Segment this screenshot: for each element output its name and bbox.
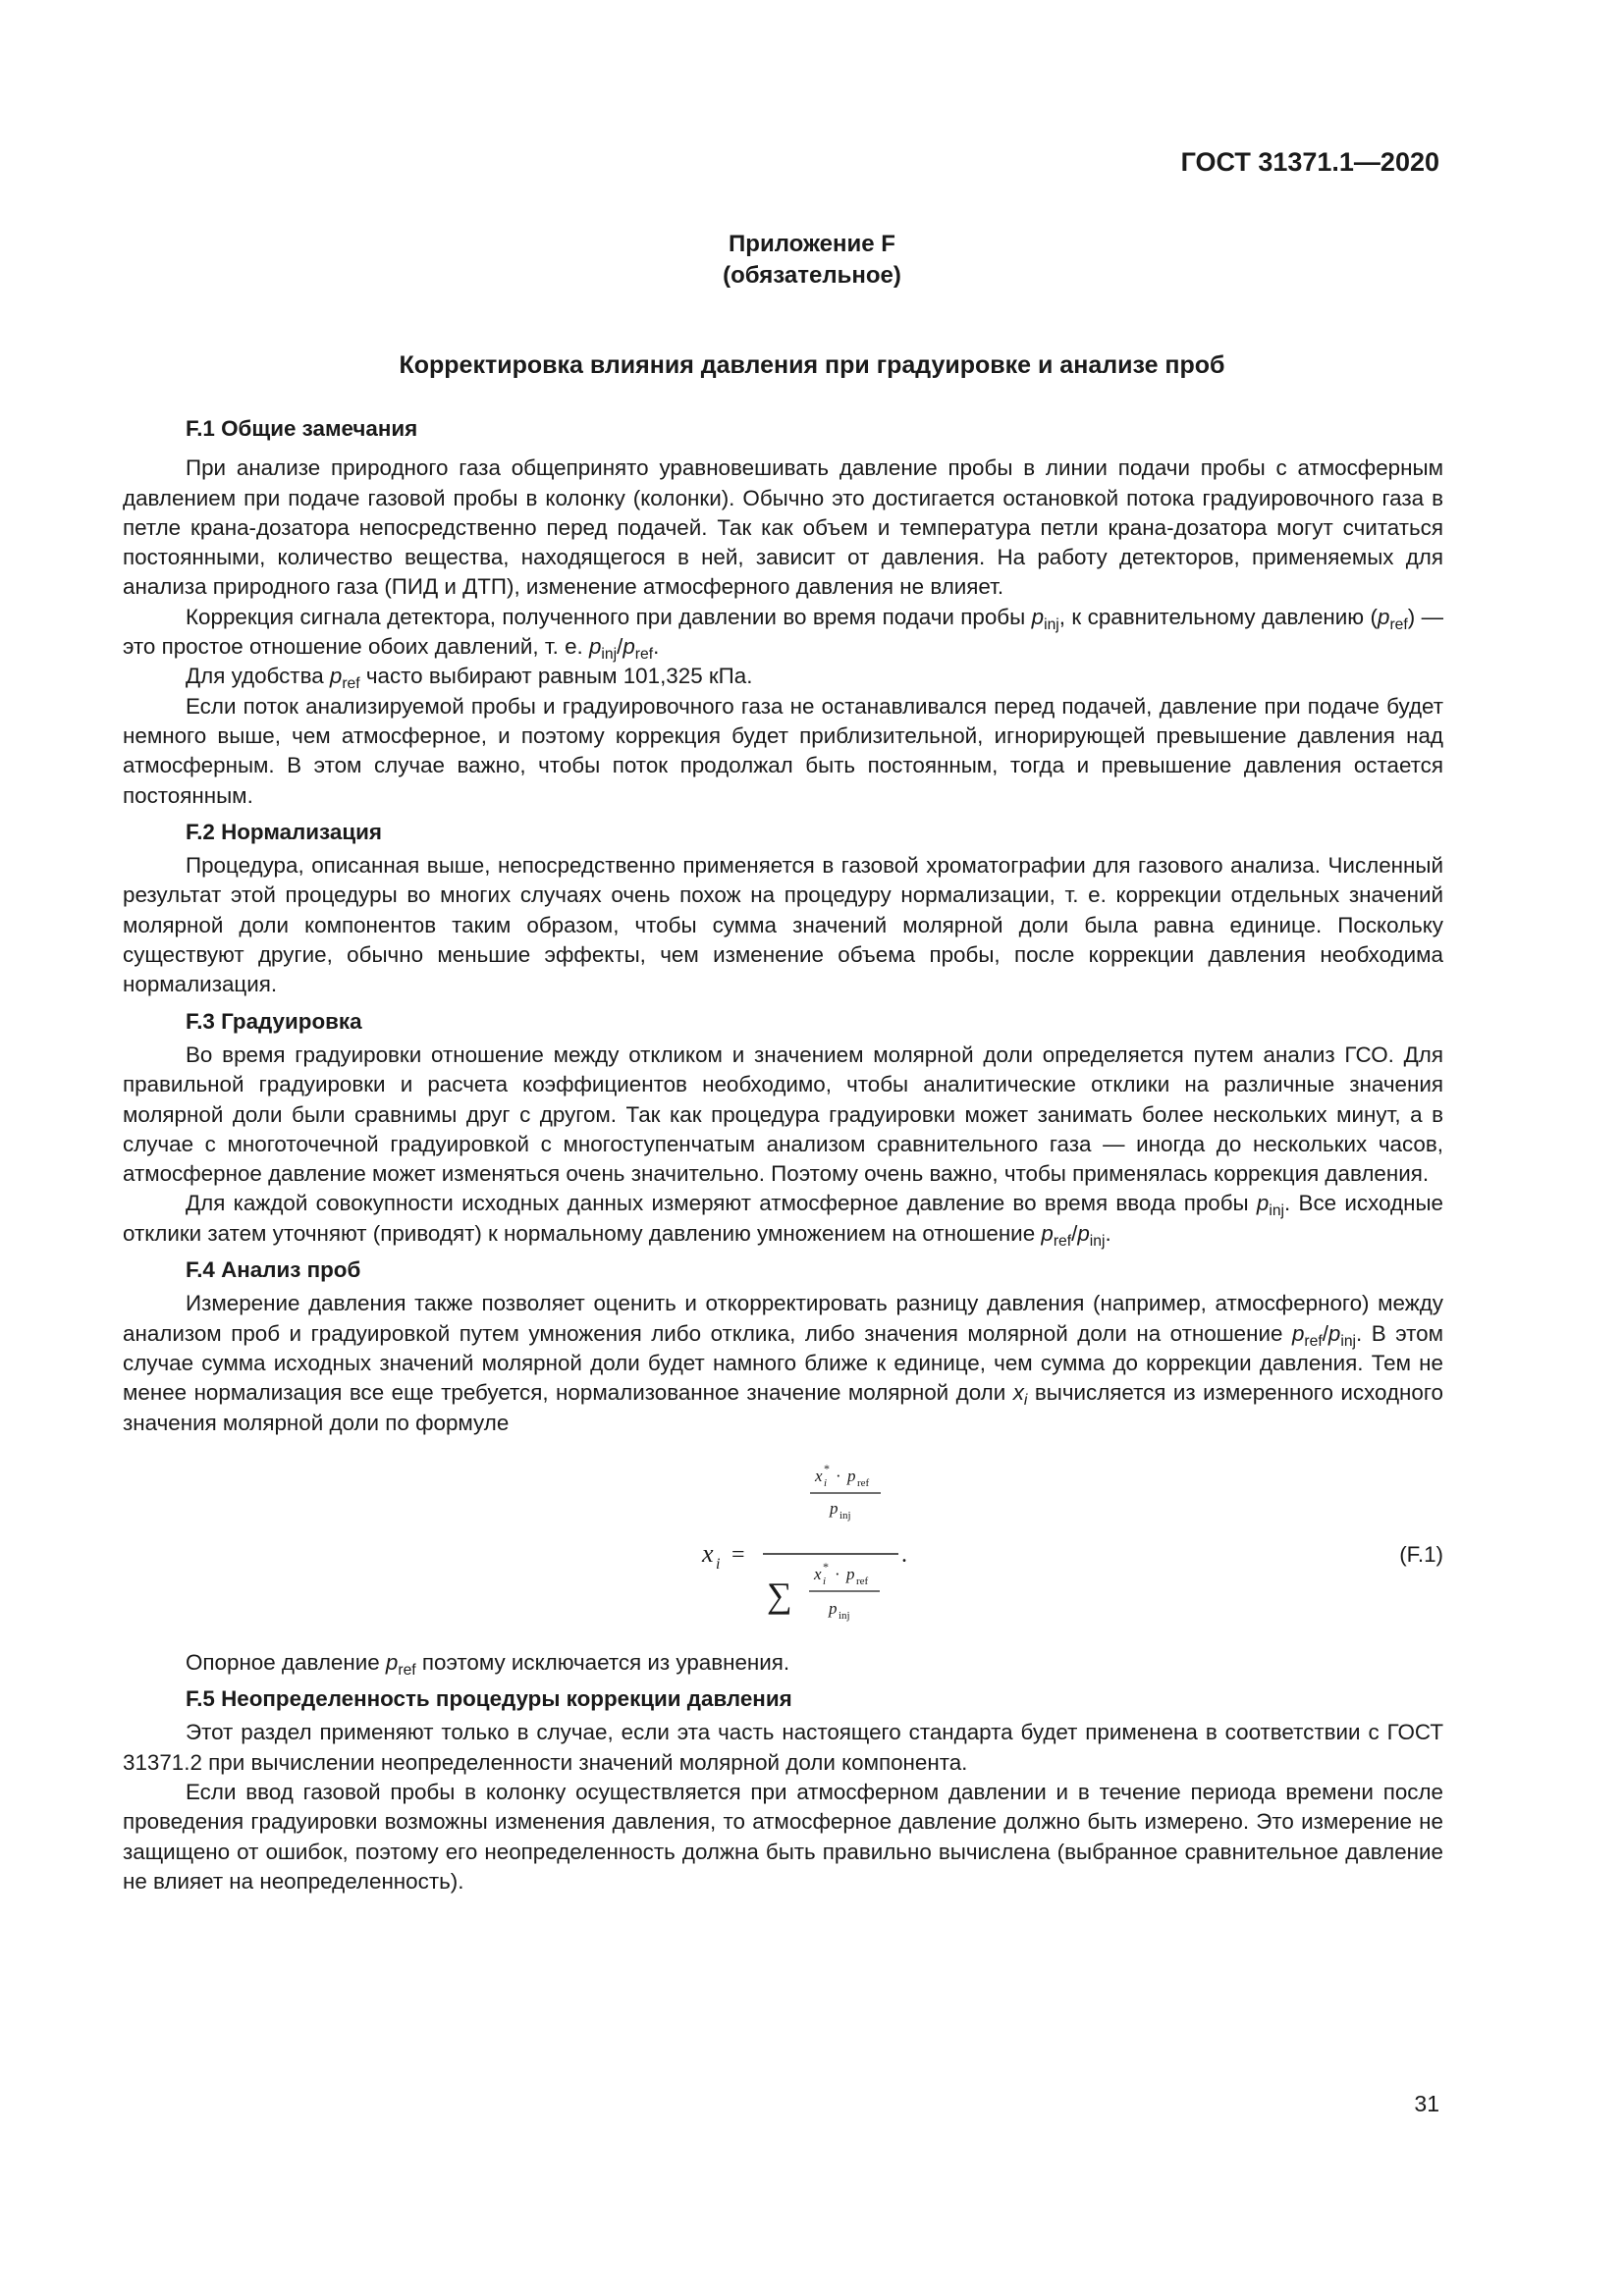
svg-text:i: i [824, 1476, 828, 1489]
section-f3-heading: F.3 Градуировка [186, 1008, 362, 1034]
svg-text:x: x [814, 1564, 822, 1583]
svg-text:i: i [823, 1575, 827, 1587]
svg-text:p: p [830, 1498, 839, 1518]
section-f1-heading: F.1 Общие замечания [186, 416, 418, 441]
section-f3-paragraph-2: Для каждой совокупности исходных данных измеряют атмосферное давление во время ввода пробы $p_{inj}$. Все исходные отклики затем уточняют (приводят) к нормальному давлению умножением на отношение $p_{ref}/p_{inj}$. [123, 1191, 1443, 1250]
svg-text:inj: inj [839, 1609, 850, 1622]
svg-text:x: x [815, 1466, 823, 1485]
document-body [123, 414, 1443, 1896]
svg-text:∑: ∑ [767, 1575, 792, 1615]
annex-status: (обязательное) [723, 262, 901, 289]
standard-code: ГОСТ 31371.1—2020 [1180, 147, 1439, 177]
section-f2-heading: F.2 Нормализация [186, 819, 382, 844]
section-f1-paragraph-4: Если поток анализируемой пробы и градуировочного газа не останавливался перед подачей, давление при подаче будет немного выше, чем атмосферное, и поэтому коррекция будет приблизительной, игнорирующей превышение давления над атмосферным. В этом случае важно, чтобы поток продолжал быть постоянным, тогда и превышение давления остается постоянным. [123, 693, 1443, 808]
section-f1-paragraph-1: При анализе природного газа общепринято уравновешивать давление пробы в линии подачи пробы с атмосферным давлением при подаче газовой пробы в колонку (колонки). Обычно это достигается остановкой потока градуировочного газа в петле крана-дозатора непосредственно перед подачей. Так как объем и температура петли крана-дозатора могут считаться постоянными, количество вещества, находящегося в ней, зависит от давления. На работу детекторов, применяемых для анализа природного газа (ПИД и ДТП), изменение атмосферного давления не влияет. [123, 455, 1443, 600]
svg-text:*: * [824, 1461, 830, 1475]
formula-f1 [123, 1460, 1443, 1634]
section-f2-paragraph-1: Процедура, описанная выше, непосредственно применяется в газовой хроматографии для газового анализа. Численный результат этой процедуры во многих случаях очень похож на процедуру нормализации, т. е. коррекции отдельных значений молярной доли компонентов таким образом, чтобы сумма значений молярной доли была равна единице. Поскольку существуют другие, обычно меньшие эффекты, чем изменение объема пробы, после коррекции давления необходима нормализация. [123, 853, 1443, 997]
section-f4-paragraph-1: Измерение давления также позволяет оценить и откорректировать разницу давления (например, атмосферного) между анализом проб и градуировкой путем умножения либо отклика, либо значения молярной доли на отношение $p_{ref}/p_{inj}$. В этом случае сумма исходных значений молярной доли будет намного ближе к единице, чем сумма до коррекции давления. Тем не менее нормализация все еще требуется, нормализованное значение молярной доли $x_i$ вычисляется из измеренного исходного значения молярной доли по формуле [123, 1291, 1444, 1435]
annex-header [0, 229, 1624, 292]
section-f1-paragraph-3: Для удобства $p_{ref}$ часто выбирают равным 101,325 кПа. [186, 664, 753, 693]
section-f4-paragraph-2: Опорное давление $p_{ref}$ поэтому исключается из уравнения. [186, 1649, 790, 1679]
svg-text:·: · [836, 1466, 841, 1485]
svg-text:ref: ref [857, 1476, 870, 1489]
annex-title: Корректировка влияния давления при градуировке и анализе проб [399, 351, 1225, 379]
svg-text:p: p [846, 1564, 855, 1583]
svg-text:inj: inj [839, 1509, 851, 1522]
svg-text:p: p [847, 1466, 856, 1485]
formula-expression [692, 1460, 1026, 1634]
section-f4-heading: F.4 Анализ проб [186, 1257, 361, 1283]
svg-text:·: · [835, 1564, 840, 1583]
section-f3-paragraph-1: Во время градуировки отношение между откликом и значением молярной доли определяется путем анализ ГСО. Для правильной градуировки и расчета коэффициентов необходимо, чтобы аналитические отклики на различные значения молярной доли были сравнимы друг с другом. Так как процедура градуировки может занимать более нескольких минут, а в случае с многоточечной градуировкой с многоступенчатым анализом сравнительного газа — иногда до нескольких часов, атмосферное давление может изменяться очень значительно. Поэтому очень важно, чтобы применялась коррекция давления. [123, 1041, 1443, 1187]
svg-text:p: p [829, 1598, 838, 1618]
svg-text:i: i [716, 1555, 721, 1573]
svg-text:.: . [901, 1541, 907, 1568]
section-f5-paragraph-2: Если ввод газовой пробы в колонку осуществляется при атмосферном давлении и в течение периода времени после проведения градуировки возможны изменения давления, то атмосферное давление должно быть измерено. Это измерение не защищено от ошибок, поэтому его неопределенность должна быть правильно вычислена (выбранное сравнительное давление не влияет на неопределенность). [123, 1779, 1443, 1894]
svg-text:ref: ref [856, 1575, 869, 1587]
annex-label: Приложение F [729, 231, 895, 257]
svg-text:=: = [731, 1541, 745, 1568]
section-f5-paragraph-1: Этот раздел применяют только в случае, если эта часть настоящего стандарта будет применена в соответствии с ГОСТ 31371.2 при вычислении неопределенности значений молярной доли компонента. [123, 1720, 1443, 1775]
formula-number: (F.1) [1399, 1541, 1443, 1567]
svg-text:*: * [823, 1559, 829, 1574]
svg-text:x: x [702, 1538, 714, 1568]
page-number: 31 [1414, 2091, 1439, 2116]
section-f1-paragraph-2: Коррекция сигнала детектора, полученного при давлении во время подачи пробы $p_{inj}$, к сравнительному давлению $(p_{ref})$ — это простое отношение обоих давлений, т. е. $p_{inj}/p_{ref}$. [123, 604, 1443, 664]
section-f5-heading: F.5 Неопределенность процедуры коррекции давления [186, 1686, 792, 1712]
